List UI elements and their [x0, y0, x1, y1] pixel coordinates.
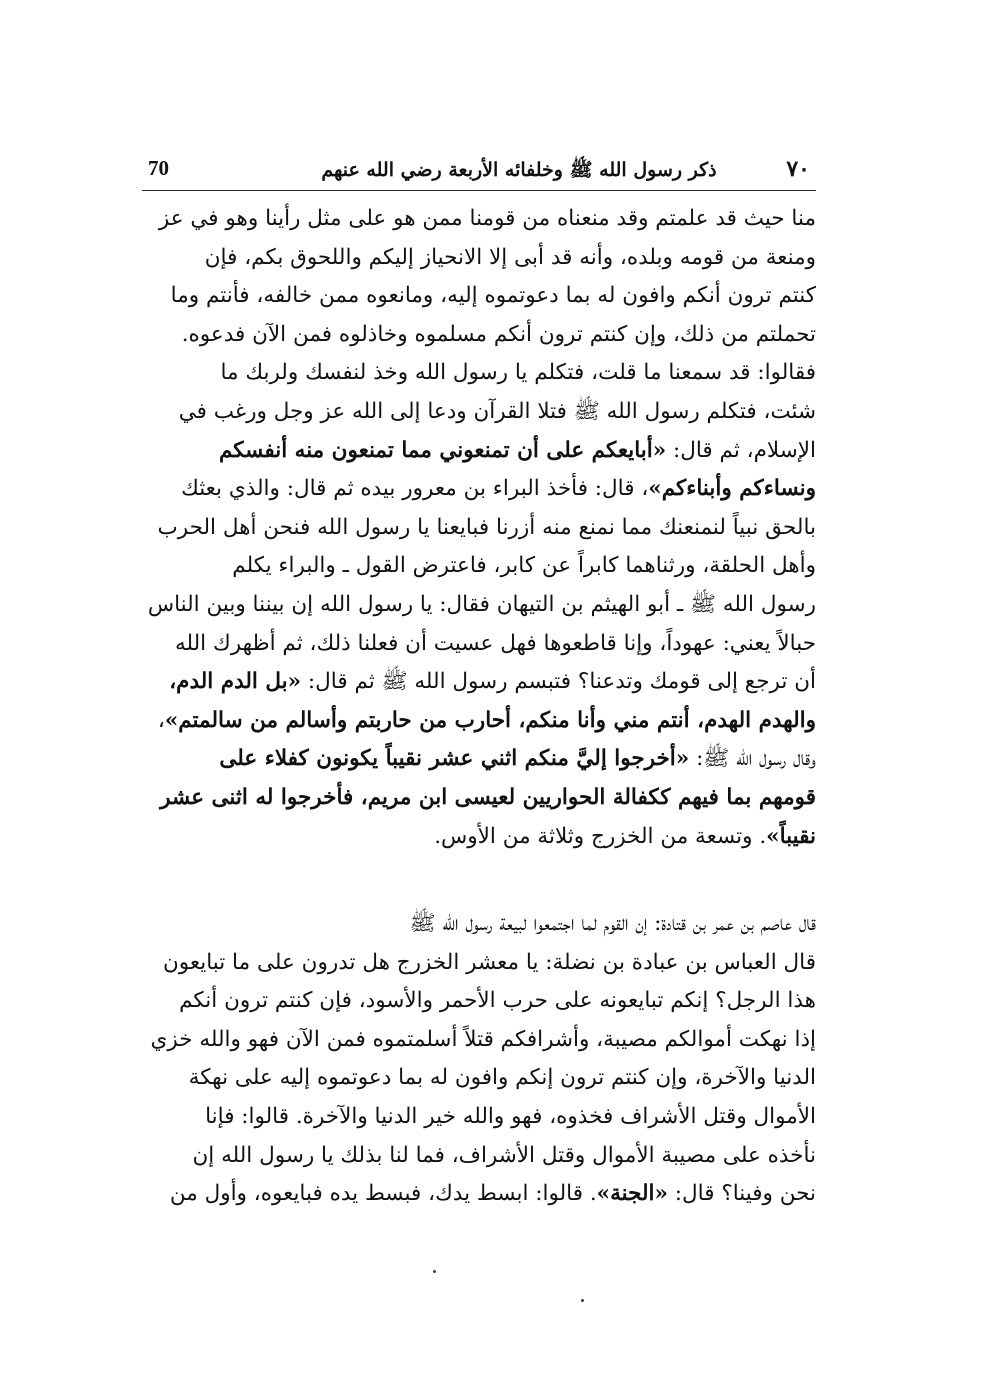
text-run: الدنيا والآخرة، وإن كنتم ترون إنكم وافون له بما دعوتموه إليه على نهكة — [188, 1065, 816, 1091]
text-run: . وتسعة من الخزرج وثلاثة من الأوس. — [434, 823, 767, 849]
text-run: حبالاً يعني: عهوداً، وإنا قاطعوها فهل عسيت أن فعلنا ذلك، ثم أظهرك الله — [174, 630, 816, 656]
text-line — [148, 1059, 816, 1098]
text-run: وقال رسول الله ﷺ: — [689, 746, 816, 772]
text-run: نأخذه على مصيبة الأموال وقتل الأشراف، فما لنا بذلك يا رسول الله إن — [192, 1142, 816, 1168]
text-run: فقالوا: قد سمعنا ما قلت، فتكلم يا رسول الله وخذ لنفسك ولربك ما — [220, 360, 816, 386]
text-line — [148, 982, 816, 1021]
text-run: . قالوا: ابسط يدك، فبسط يده فبايعوه، وأول من — [169, 1181, 597, 1207]
quoted-hadith-text: «الجنة» — [596, 1181, 668, 1207]
text-line — [148, 200, 816, 239]
text-run: شئت، فتكلم رسول الله ﷺ فتلا القرآن ودعا إلى الله عز وجل ورغب في — [178, 398, 816, 424]
text-run: كنتم ترون أنكم وافون له بما دعوتموه إليه، ومانعوه ممن خالفه، فأنتم وما — [170, 283, 816, 309]
page-number-arabic: ٧٠ — [786, 156, 810, 182]
text-run: قال عاصم بن عمر بن قتادة: إن القوم لما اجتمعوا لبيعة رسول الله ﷺ — [409, 911, 816, 936]
quoted-hadith-text: ونساءكم وأبناءكم» — [648, 476, 816, 502]
text-line — [148, 277, 816, 316]
text-run: بالحق نبياً لنمنعنك مما نمنع منه أزرنا فبايعنا يا رسول الله فنحن أهل الحرب — [157, 514, 816, 540]
text-run: ، قال: فأخذ البراء بن معرور بيده ثم قال: والذي بعثك — [181, 476, 649, 502]
text-run: هذا الرجل؟ إنكم تبايعونه على حرب الأحمر والأسود، فإن كنتم ترون أنكم — [179, 988, 816, 1014]
text-line — [148, 740, 816, 779]
text-line — [148, 1175, 816, 1214]
quoted-hadith-text: «أخرجوا إليَّ منكم اثني عشر نقيباً يكونون كفلاء على — [219, 746, 690, 772]
text-line — [148, 625, 816, 664]
text-line — [148, 432, 816, 471]
text-line — [148, 509, 816, 548]
text-run: الإسلام، ثم قال: — [666, 437, 816, 463]
paragraph-1 — [148, 200, 816, 856]
text-run: رسول الله ﷺ ـ أبو الهيثم بن التيهان فقال: يا رسول الله إن بيننا وبين الناس — [147, 591, 816, 617]
text-line — [148, 905, 816, 944]
text-run: ومنعة من قومه وبلده، وأنه قد أبى إلا الانحياز إليكم واللحوق بكم، فإن — [204, 244, 816, 270]
quoted-hadith-text: قومهم بما فيهم ككفالة الحواريين لعيسى ابن مريم، فأخرجوا له اثنى عشر — [160, 784, 816, 810]
text-line — [148, 586, 816, 625]
text-run: نحن وفينا؟ قال: — [667, 1181, 816, 1207]
text-run: تحملتم من ذلك، وإن كنتم ترون أنكم مسلموه وخاذلوه فمن الآن فدعوه. — [181, 321, 816, 347]
text-line — [148, 393, 816, 432]
text-line — [148, 818, 816, 857]
text-run: الأموال وقتل الأشراف فخذوه، فهو والله خير الدنيا والآخرة. قالوا: فإنا — [205, 1103, 816, 1129]
text-line — [148, 354, 816, 393]
quoted-hadith-text: والهدم الهدم، أنتم مني وأنا منكم، أحارب من حاربتم وأسالم من سالمتم» — [164, 707, 816, 733]
text-line — [148, 702, 816, 741]
text-run: قال العباس بن عبادة بن نضلة: يا معشر الخزرج هل تدرون على ما تبايعون — [162, 949, 816, 975]
text-run: وأهل الحلقة، ورثناهما كابراً عن كابر، فاعترض القول ـ والبراء يكلم — [232, 553, 816, 579]
text-line — [148, 316, 816, 355]
text-line — [148, 779, 816, 818]
text-line — [148, 663, 816, 702]
text-run: إذا نهكت أموالكم مصيبة، وأشرافكم قتلاً أسلمتموه فمن الآن فهو والله خزي — [150, 1026, 816, 1052]
text-line — [148, 1098, 816, 1137]
running-title: ذكر رسول الله ﷺ وخلفائه الأربعة رضي الله عنهم — [321, 159, 717, 181]
paragraph-2 — [148, 905, 816, 1214]
text-line — [148, 547, 816, 586]
text-run: منا حيث قد علمتم وقد منعناه من قومنا ممن هو على مثل رأينا وهو في عز — [158, 206, 816, 231]
scan-speck — [433, 1270, 436, 1273]
text-line — [148, 944, 816, 983]
quoted-hadith-text: «بل الدم الدم، — [169, 669, 302, 695]
text-line — [148, 1137, 816, 1176]
quoted-hadith-text: نقيباً» — [766, 823, 816, 849]
text-run: أن ترجع إلى قومك وتدعنا؟ فتبسم رسول الله ﷺ ثم قال: — [301, 669, 816, 695]
text-line — [148, 470, 816, 509]
page-number-latin: 70 — [148, 156, 169, 180]
text-line — [148, 239, 816, 278]
quoted-hadith-text: «أبايعكم على أن تمنعوني مما تمنعون منه أنفسكم — [218, 437, 667, 463]
page-header — [142, 150, 816, 191]
text-line — [148, 1021, 816, 1060]
text-run: ، — [157, 707, 165, 733]
scan-speck — [581, 1299, 584, 1302]
